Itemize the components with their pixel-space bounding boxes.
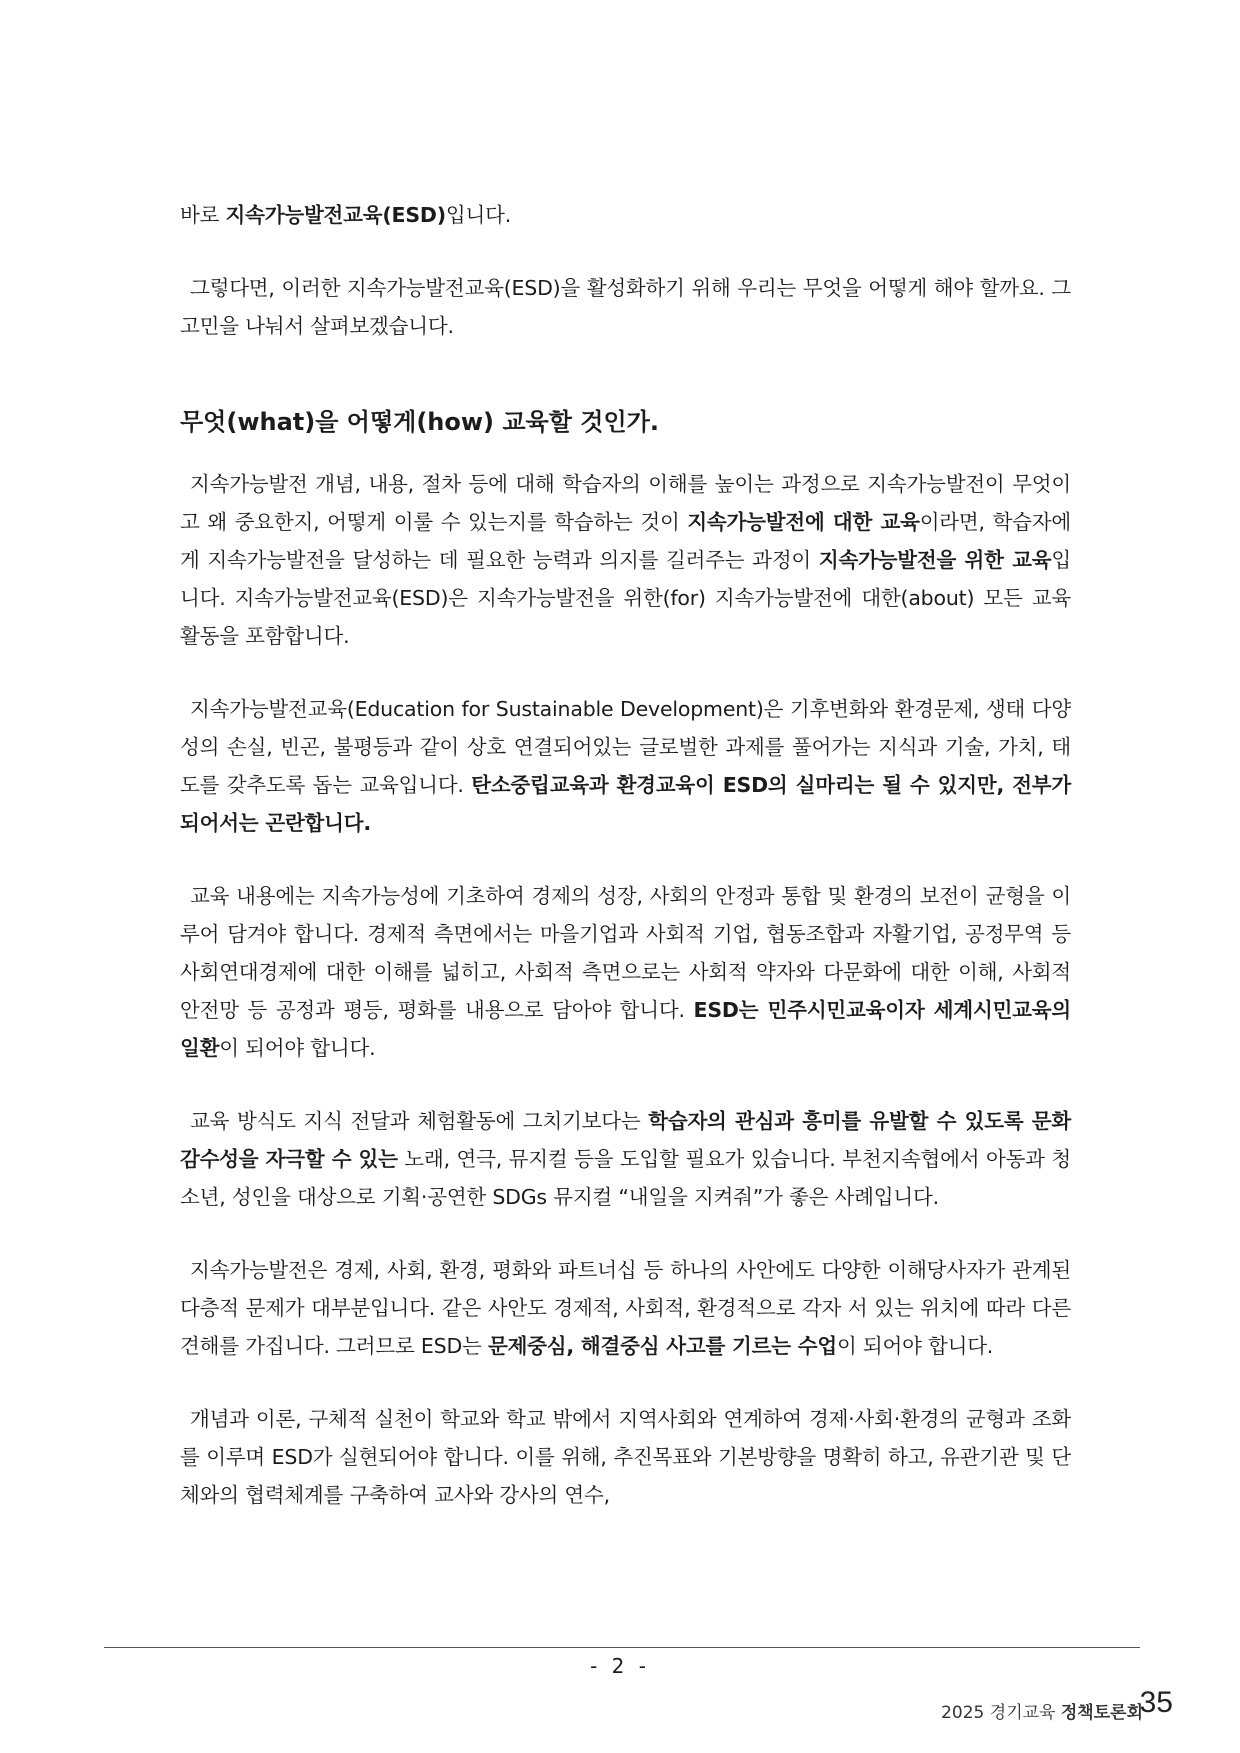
emphasis-for: 지속가능발전을 위한 교육: [818, 548, 1052, 572]
emphasis-about: 지속가능발전에 대한 교육: [687, 510, 920, 534]
section-heading: 무엇(what)을 어떻게(how) 교육할 것인가.: [180, 408, 659, 436]
paragraph-content: 교육 내용에는 지속가능성에 기초하여 경제의 성장, 사회의 안정과 통합 및 환경의 보전이 균형을 이루어 담겨야 합니다. 경제적 측면에서는 마을기업과 사회적 기업, 협동조합과 자활기업, 공정무역 등 사회연대경제에 대한 이해를 넓히고, 사회적 측면으로는 사회적 약자와 다문화에 대한 이해, 사회적 안전망 등 공정과 평등, 평화를 내용으로 담아야 합니다. ESD는 민주시민교육이자 세계시민교육의 일환이 되어야 합니다.: [180, 884, 1071, 1060]
emphasis-carbon-neutral: 탄소중립교육과 환경교육이 ESD의 실마리는 될 수 있지만, 전부가 되어서는 곤란합니다.: [180, 773, 1072, 835]
paragraph-method: 교육 방식도 지식 전달과 체험활동에 그치기보다는 학습자의 관심과 흥미를 유발할 수 있도록 문화 감수성을 자극할 수 있는 노래, 연극, 뮤지컬 등을 도입할 필요가 있습니다. 부천지속협에서 아동과 청소년, 성인을 대상으로 기획·공연한 SDGs 뮤지컬 “내일을 지켜줘”가 좋은 사례입니다.: [180, 1109, 1072, 1209]
emphasis-problem-solving: 문제중심, 해결중심 사고를 기르는 수업: [487, 1334, 837, 1358]
paragraph-intro: 바로 지속가능발전교육(ESD)입니다.: [180, 203, 512, 227]
emphasis-culture: 학습자의 관심과 흥미를 유발할 수 있도록 문화 감수성을 자극할 수 있는: [180, 1109, 1072, 1171]
document-body: [180, 196, 1071, 1514]
paragraph-implementation: 개념과 이론, 구체적 실천이 학교와 학교 밖에서 지역사회와 연계하여 경제·사회·환경의 균형과 조화를 이루며 ESD가 실현되어야 합니다. 이를 위해, 추진목표와 기본방향을 명확히 하고, 유관기관 및 단체와의 협력체계를 구축하여 교사와 강사의 연수,: [180, 1407, 1072, 1507]
footer-divider: [104, 1647, 1140, 1648]
running-title: 2025 경기교육 정책토론회: [941, 1703, 1143, 1723]
paragraph-esd-scope: 지속가능발전교육(Education for Sustainable Development)은 기후변화와 환경문제, 생태 다양성의 손실, 빈곤, 불평등과 같이 상호 연결되어있는 글로벌한 과제를 풀어가는 지식과 기술, 가치, 태도를 갖추도록 돕는 교육입니다. 탄소중립교육과 환경교육이 ESD의 실마리는 될 수 있지만, 전부가 되어서는 곤란합니다.: [180, 697, 1072, 835]
page-number: 35: [1139, 1686, 1173, 1719]
paragraph-stakeholders: 지속가능발전은 경제, 사회, 환경, 평화와 파트너십 등 하나의 사안에도 다양한 이해당사자가 관계된 다층적 문제가 대부분입니다. 같은 사안도 경제적, 사회적, 환경적으로 각자 서 있는 위치에 따라 다른 견해를 가집니다. 그러므로 ESD는 문제중심, 해결중심 사고를 기르는 수업이 되어야 합니다.: [180, 1258, 1071, 1358]
paragraph-definition: 지속가능발전 개념, 내용, 절차 등에 대해 학습자의 이해를 높이는 과정으로 지속가능발전이 무엇이고 왜 중요한지, 어떻게 이룰 수 있는지를 학습하는 것이 지속가능발전에 대한 교육이라면, 학습자에게 지속가능발전을 달성하는 데 필요한 능력과 의지를 길러주는 과정이 지속가능발전을 위한 교육입니다. 지속가능발전교육(ESD)은 지속가능발전을 위한(for) 지속가능발전에 대한(about) 모든 교육 활동을 포함합니다.: [180, 472, 1071, 648]
emphasis-citizenship: ESD는 민주시민교육이자 세계시민교육의 일환: [180, 998, 1071, 1060]
emphasis-esd: 지속가능발전교육(ESD): [225, 203, 446, 227]
paragraph-question: 그렇다면, 이러한 지속가능발전교육(ESD)을 활성화하기 위해 우리는 무엇을 어떻게 해야 할까요. 그 고민을 나눠서 살펴보겠습니다.: [180, 276, 1071, 338]
page-marker: - 2 -: [590, 1654, 650, 1678]
